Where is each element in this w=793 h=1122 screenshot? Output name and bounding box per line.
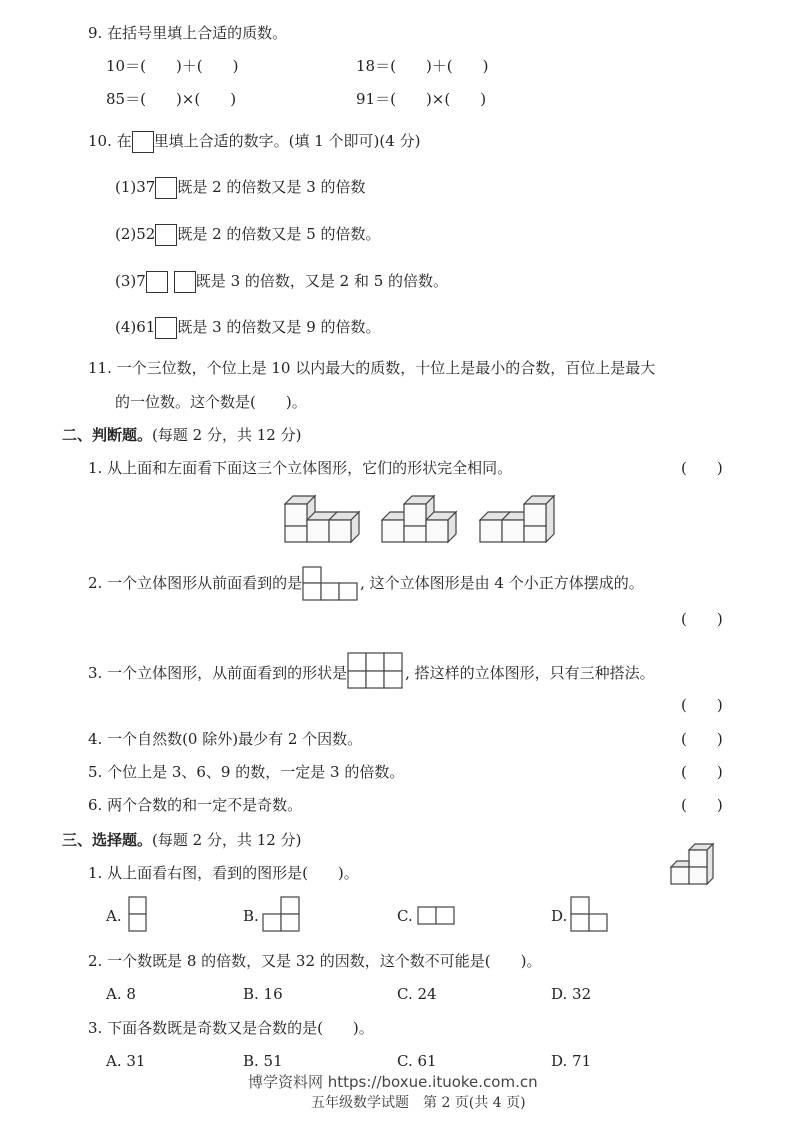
q9-blank-3: 85＝( )×( ): [106, 90, 237, 108]
q3-option-d[interactable]: D. 71: [551, 1052, 592, 1070]
q10-title: 10. 在 里填上合适的数字。(填 1 个即可)(4 分): [88, 131, 420, 153]
judge-paren-6[interactable]: ( ): [681, 796, 723, 814]
q11-line-2: 的一位数。这个数是( )。: [115, 393, 307, 411]
q2-option-a[interactable]: A. 8: [106, 985, 136, 1003]
q11-line-1: 11. 一个三位数，个位上是 10 以内最大的质数，十位上是最小的合数，百位上是最大: [88, 359, 656, 377]
option-b-shape: [262, 896, 302, 936]
q10-item-4: (4)61 既是 3 的倍数又是 9 的倍数。: [115, 317, 381, 339]
q2-option-b[interactable]: B. 16: [243, 985, 283, 1003]
q3-option-b[interactable]: B. 51: [243, 1052, 283, 1070]
judge-item-1: 1. 从上面和左面看下面这三个立体图形，它们的形状完全相同。: [88, 459, 513, 477]
option-b[interactable]: B.: [243, 907, 259, 925]
judge-paren-2[interactable]: ( ): [681, 610, 723, 628]
option-c-shape: [417, 906, 457, 928]
judge-paren-4[interactable]: ( ): [681, 730, 723, 748]
judge-item-4: 4. 一个自然数(0 除外)最少有 2 个因数。: [88, 730, 363, 748]
q9-blank-2: 18＝( )＋( ): [356, 57, 489, 75]
watermark: 博学资料网 https://boxue.ituoke.com.cn: [248, 1073, 538, 1091]
answer-box: [132, 131, 154, 153]
option-a-shape: [128, 896, 148, 936]
front-view-shape-2: [302, 566, 360, 602]
q3-option-a[interactable]: A. 31: [106, 1052, 146, 1070]
option-d[interactable]: D.: [551, 907, 568, 925]
judge-paren-5[interactable]: ( ): [681, 763, 723, 781]
answer-box[interactable]: [155, 224, 177, 246]
judge-paren-3[interactable]: ( ): [681, 696, 723, 714]
answer-box[interactable]: [155, 177, 177, 199]
choice-q3: 3. 下面各数既是奇数又是合数的是( )。: [88, 1019, 374, 1037]
solid-figure-2: [382, 492, 462, 544]
option-d-shape: [570, 896, 612, 936]
q10-item-2: (2)52 既是 2 的倍数又是 5 的倍数。: [115, 224, 381, 246]
q1-solid-figure: [671, 840, 723, 886]
solid-figure-3: [480, 492, 560, 544]
answer-box[interactable]: [155, 317, 177, 339]
judge-item-2: 2. 一个立体图形从前面看到的是 , 这个立体图形是由 4 个小正方体摆成的。: [88, 566, 644, 602]
option-a[interactable]: A.: [106, 907, 122, 925]
judge-item-6: 6. 两个合数的和一定不是奇数。: [88, 796, 303, 814]
q2-option-c[interactable]: C. 24: [397, 985, 437, 1003]
judge-paren-1[interactable]: ( ): [681, 459, 723, 477]
section-2-heading: 二、判断题。(每题 2 分，共 12 分): [62, 426, 302, 444]
q10-item-1: (1)37 既是 2 的倍数又是 3 的倍数: [115, 177, 366, 199]
page-footer: 五年级数学试题 第 2 页(共 4 页): [311, 1095, 526, 1111]
judge-item-3: 3. 一个立体图形，从前面看到的形状是 , 搭这样的立体图形，只有三种搭法。: [88, 652, 655, 690]
q9-title: 9. 在括号里填上合适的质数。: [88, 24, 288, 42]
q2-option-d[interactable]: D. 32: [551, 985, 592, 1003]
choice-q2: 2. 一个数既是 8 的倍数，又是 32 的因数，这个数不可能是( )。: [88, 952, 542, 970]
q10-item-3: (3)7 既是 3 的倍数，又是 2 和 5 的倍数。: [115, 271, 448, 293]
q9-blank-1: 10＝( )＋( ): [106, 57, 239, 75]
section-3-heading: 三、选择题。(每题 2 分，共 12 分): [62, 831, 302, 849]
solid-figure-1: [285, 492, 365, 544]
choice-q1: 1. 从上面看右图，看到的图形是( )。: [88, 864, 359, 882]
q3-option-c[interactable]: C. 61: [397, 1052, 437, 1070]
front-view-shape-3: [347, 652, 405, 690]
judge-item-5: 5. 个位上是 3、6、9 的数，一定是 3 的倍数。: [88, 763, 405, 781]
answer-box[interactable]: [146, 271, 168, 293]
q9-blank-4: 91＝( )×( ): [356, 90, 487, 108]
answer-box[interactable]: [174, 271, 196, 293]
option-c[interactable]: C.: [397, 907, 413, 925]
